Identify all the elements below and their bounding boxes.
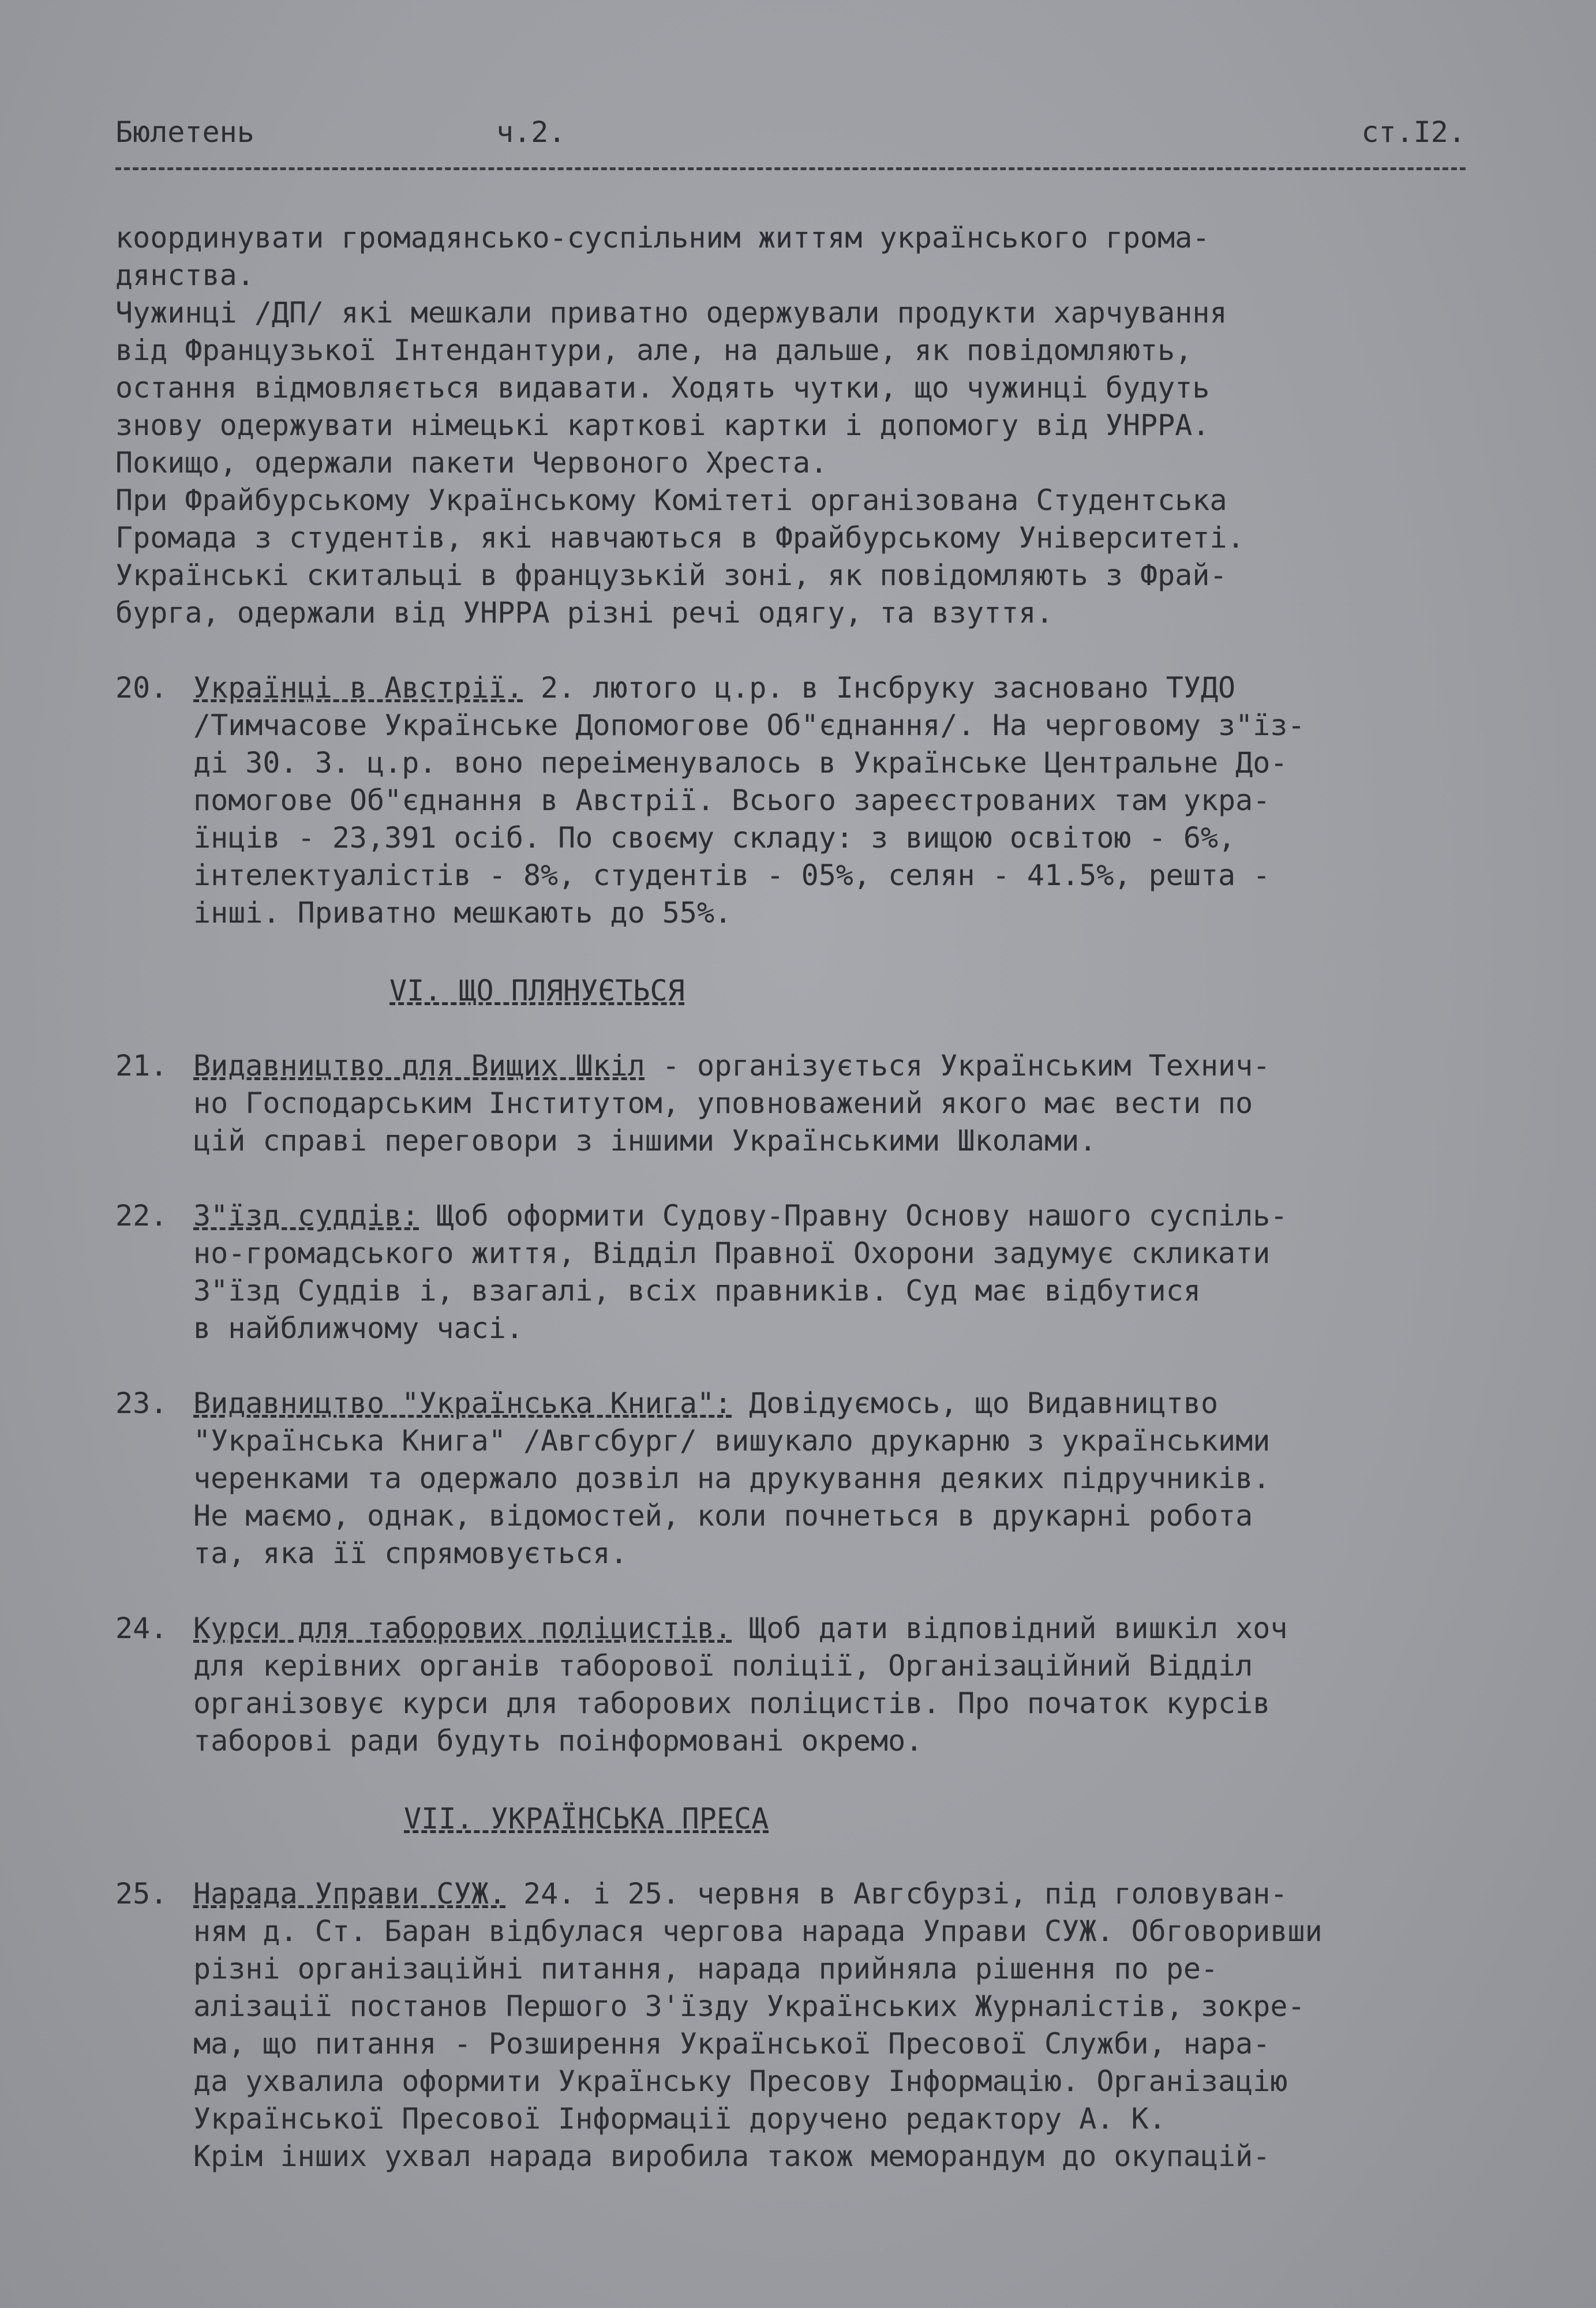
item-lead: Українці в Австрії. xyxy=(193,671,523,705)
text-line: Українські скитальці в французькій зоні, як повідомляють з Фрай- xyxy=(115,559,1227,592)
text-line: да ухвалила оформити Українську Пресову Інформацію. Організацію xyxy=(193,2065,1288,2098)
text-line xyxy=(193,1385,1477,1422)
text-line: Не маємо, однак, відомостей, коли почнеться в друкарні робота xyxy=(193,1499,1253,1533)
item-number: 24. xyxy=(115,1612,168,1645)
text-line: При Фрайбурському Українському Комітеті організована Студентська xyxy=(115,484,1227,517)
item-lead: Видавництво "Українська Книга": xyxy=(193,1387,732,1420)
list-item-23 xyxy=(115,1385,1477,1572)
header-divider xyxy=(115,167,1466,170)
item-number: 21. xyxy=(115,1049,168,1082)
header-issue: ч.2. xyxy=(496,115,566,149)
text-line: від Французької Інтендантури, але, на дальше, як повідомляють, xyxy=(115,334,1193,367)
text-line: З"їзд Суддів і, взагалі, всіх правників. Суд має відбутися xyxy=(193,1274,1201,1307)
text-line: но Господарським Інститутом, уповноважений якого має вести по xyxy=(193,1086,1253,1120)
text-line: таборові ради будуть поінформовані окремо. xyxy=(193,1724,923,1758)
text-line: ді 30. 3. ц.р. воно переіменувалось в Українське Центральне До- xyxy=(193,746,1288,780)
item-text: - організується Українським Технич- xyxy=(645,1049,1271,1082)
section-title-7 xyxy=(115,1800,1477,1838)
text-line: знову одержувати німецькі карткові картки і допомогу від УНРРА. xyxy=(115,409,1210,442)
item-text: Довідуємось, що Видавництво xyxy=(732,1387,1219,1420)
item-number: 22. xyxy=(115,1199,168,1232)
header-title: Бюлетень xyxy=(115,115,254,149)
item-number: 20. xyxy=(115,671,168,705)
text-line: помогове Об"єднання в Австрії. Всього зареєстрованих там укра- xyxy=(193,784,1271,817)
document-body xyxy=(115,219,1477,2175)
text-line: /Тимчасове Українське Допомогове Об"єднання/. На черговому з"їз- xyxy=(193,709,1305,742)
section-heading: VI. ЩО ПЛЯНУЄТЬСЯ xyxy=(389,974,685,1007)
item-text: Щоб оформити Судову-Правну Основу нашого суспіль- xyxy=(419,1199,1288,1232)
text-line: Української Пресової Інформації доручено редактору А. К. xyxy=(193,2102,1166,2135)
list-item-21 xyxy=(115,1047,1477,1160)
text-line: їнців - 23,391 осіб. По своєму складу: з вищою освітою - 6%, xyxy=(193,821,1236,855)
text-line: ням д. Ст. Баран відбулася чергова нарада Управи СУЖ. Обговоривши xyxy=(193,1914,1322,1948)
text-line xyxy=(193,1875,1477,1913)
list-item-22 xyxy=(115,1197,1477,1347)
text-line xyxy=(193,1047,1477,1085)
item-text: 24. і 25. червня в Авгсбурзі, під головуван- xyxy=(505,1877,1288,1910)
text-line: Чужинці /ДП/ які мешкали приватно одержували продукти харчування xyxy=(115,296,1227,329)
text-line xyxy=(193,669,1477,707)
text-line: дянства. xyxy=(115,258,254,292)
item-number: 23. xyxy=(115,1387,168,1420)
item-text: 2. лютого ц.р. в Інсбруку засновано ТУДО xyxy=(523,671,1236,705)
text-line xyxy=(193,1197,1477,1235)
text-line: Громада з студентів, які навчаються в Фрайбурському Університеті. xyxy=(115,521,1245,554)
intro-paragraph xyxy=(115,219,1477,632)
text-line: організовує курси для таборових поліцистів. Про початок курсів xyxy=(193,1687,1271,1720)
list-item-24 xyxy=(115,1610,1477,1760)
header-page-number: ст.I2. xyxy=(1361,115,1466,149)
text-line: "Українська Книга" /Авгсбург/ вишукало друкарню з українськими xyxy=(193,1424,1271,1458)
text-line: остання відмовляється видавати. Ходять чутки, що чужинці будуть xyxy=(115,371,1210,404)
text-line: черенками та одержало дозвіл на друкування деяких підручників. xyxy=(193,1462,1271,1495)
text-line: інтелектуалістів - 8%, студентів - 05%, селян - 41.5%, решта - xyxy=(193,859,1271,892)
item-lead: Видавництво для Вищих Шкіл xyxy=(193,1049,645,1082)
page-header xyxy=(115,115,1466,156)
text-line: різні організаційні питання, нарада прийняла рішення по ре- xyxy=(193,1952,1219,1985)
item-lead: Нарада Управи СУЖ. xyxy=(193,1877,506,1910)
section-heading: VII. УКРАЇНСЬКА ПРЕСА xyxy=(404,1802,769,1835)
text-line: алізації постанов Першого З'їзду Українських Журналістів, зокре- xyxy=(193,1989,1305,2023)
section-title-6 xyxy=(115,972,1477,1010)
item-lead: З"їзд суддів: xyxy=(193,1199,419,1232)
text-line: координувати громадянсько-суспільним життям українського грома- xyxy=(115,221,1210,254)
text-line: та, яка її спрямовується. xyxy=(193,1537,628,1570)
text-line xyxy=(193,1610,1477,1647)
text-line: для керівних органів таборової поліції, Організаційний Відділ xyxy=(193,1649,1253,1683)
text-line: но-громадського життя, Відділ Правної Охорони задумує скликати xyxy=(193,1237,1271,1270)
list-item-25 xyxy=(115,1875,1477,2175)
item-text: Щоб дати відповідний вишкіл хоч xyxy=(732,1612,1288,1645)
text-line: в найближчому часі. xyxy=(193,1312,523,1345)
text-line: цій справі переговори з іншими Українськими Школами. xyxy=(193,1124,1097,1157)
text-line: інші. Приватно мешкають до 55%. xyxy=(193,896,732,930)
text-line: ма, що питання - Розширення Української Пресової Служби, нара- xyxy=(193,2027,1271,2060)
text-line: Покищо, одержали пакети Червоного Хреста. xyxy=(115,446,828,479)
list-item-20 xyxy=(115,669,1477,932)
text-line: бурга, одержали від УНРРА різні речі одягу, та взуття. xyxy=(115,596,1054,630)
item-number: 25. xyxy=(115,1877,168,1910)
text-line: Крім інших ухвал нарада виробила також меморандум до окупацій- xyxy=(193,2140,1271,2173)
item-lead: Курси для таборових поліцистів. xyxy=(193,1612,732,1645)
